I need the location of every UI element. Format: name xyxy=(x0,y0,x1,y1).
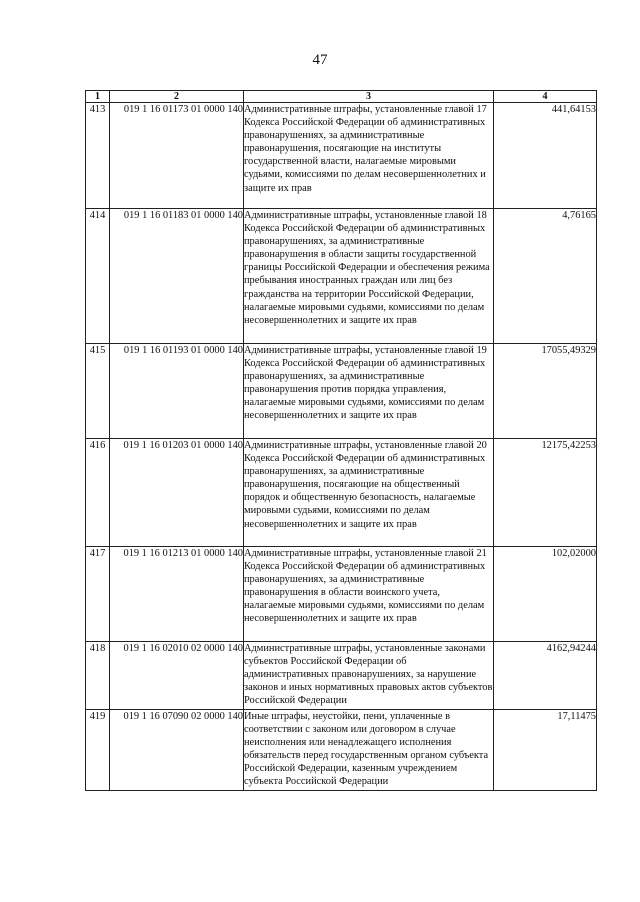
column-header-2: 2 xyxy=(110,91,244,103)
row-description: Иные штрафы, неустойки, пени, уплаченные в соответствии с законом или договором в случае неисполнения или ненадлежащего исполнения обязательств перед государственным органом субъекта Российской Федерации, казенным учреждением субъекта Российской Федерации xyxy=(244,710,494,791)
row-number: 414 xyxy=(86,209,110,344)
budget-code: 019 1 16 01183 01 0000 140 xyxy=(110,209,244,344)
row-number: 418 xyxy=(86,642,110,710)
budget-code: 019 1 16 01193 01 0000 140 xyxy=(110,344,244,439)
row-number: 417 xyxy=(86,547,110,642)
row-amount: 17,11475 xyxy=(494,710,597,791)
table-row xyxy=(86,344,597,439)
row-description: Административные штрафы, установленные законами субъектов Российской Федерации об административных правонарушениях, за нарушение законов и иных нормативных правовых актов субъектов Российской Федерации xyxy=(244,642,494,710)
page-number: 47 xyxy=(312,52,328,68)
row-description: Административные штрафы, установленные главой 19 Кодекса Российской Федерации об административных правонарушениях, за административные правонарушения против порядка управления, налагаемые мировыми судьями, комиссиями по делам несовершеннолетних и защите их прав xyxy=(244,344,494,439)
table-row xyxy=(86,209,597,344)
row-amount: 12175,42253 xyxy=(494,439,597,547)
table-row xyxy=(86,547,597,642)
table-body xyxy=(86,103,597,791)
table-row xyxy=(86,103,597,209)
header-row xyxy=(86,91,597,103)
row-number: 416 xyxy=(86,439,110,547)
table-row xyxy=(86,710,597,791)
column-header-1: 1 xyxy=(86,91,110,103)
column-header-4: 4 xyxy=(494,91,597,103)
budget-code: 019 1 16 01213 01 0000 140 xyxy=(110,547,244,642)
row-amount: 441,64153 xyxy=(494,103,597,209)
row-amount: 17055,49329 xyxy=(494,344,597,439)
table-row xyxy=(86,642,597,710)
budget-code: 019 1 16 01173 01 0000 140 xyxy=(110,103,244,209)
row-number: 415 xyxy=(86,344,110,439)
table-header xyxy=(86,91,597,103)
table-row xyxy=(86,439,597,547)
budget-code: 019 1 16 02010 02 0000 140 xyxy=(110,642,244,710)
row-description: Административные штрафы, установленные главой 20 Кодекса Российской Федерации об административных правонарушениях, за административные правонарушения, посягающие на общественный порядок и общественную безопасность, налагаемые мировыми судьями, комиссиями по делам несовершеннолетних и защите их прав xyxy=(244,439,494,547)
column-header-3: 3 xyxy=(244,91,494,103)
row-description: Административные штрафы, установленные главой 21 Кодекса Российской Федерации об административных правонарушениях, за административные правонарушения в области воинского учета, налагаемые мировыми судьями, комиссиями по делам несовершеннолетних и защите их прав xyxy=(244,547,494,642)
row-amount: 102,02000 xyxy=(494,547,597,642)
budget-code: 019 1 16 01203 01 0000 140 xyxy=(110,439,244,547)
row-description: Административные штрафы, установленные главой 18 Кодекса Российской Федерации об административных правонарушениях, за административные правонарушения в области защиты государственной границы Российской Федерации и обеспечения режима пребывания иностранных граждан или лиц без гражданства на территории Российской Федерации, налагаемые мировыми судьями, комиссиями по делам несовершеннолетних и защите их прав xyxy=(244,209,494,344)
row-number: 419 xyxy=(86,710,110,791)
row-amount: 4,76165 xyxy=(494,209,597,344)
row-number: 413 xyxy=(86,103,110,209)
row-description: Административные штрафы, установленные главой 17 Кодекса Российской Федерации об административных правонарушениях, за административные правонарушения, посягающие на институты государственной власти, налагаемые мировыми судьями, комиссиями по делам несовершеннолетних и защите их прав xyxy=(244,103,494,209)
row-amount: 4162,94244 xyxy=(494,642,597,710)
budget-table xyxy=(85,90,597,791)
budget-code: 019 1 16 07090 02 0000 140 xyxy=(110,710,244,791)
